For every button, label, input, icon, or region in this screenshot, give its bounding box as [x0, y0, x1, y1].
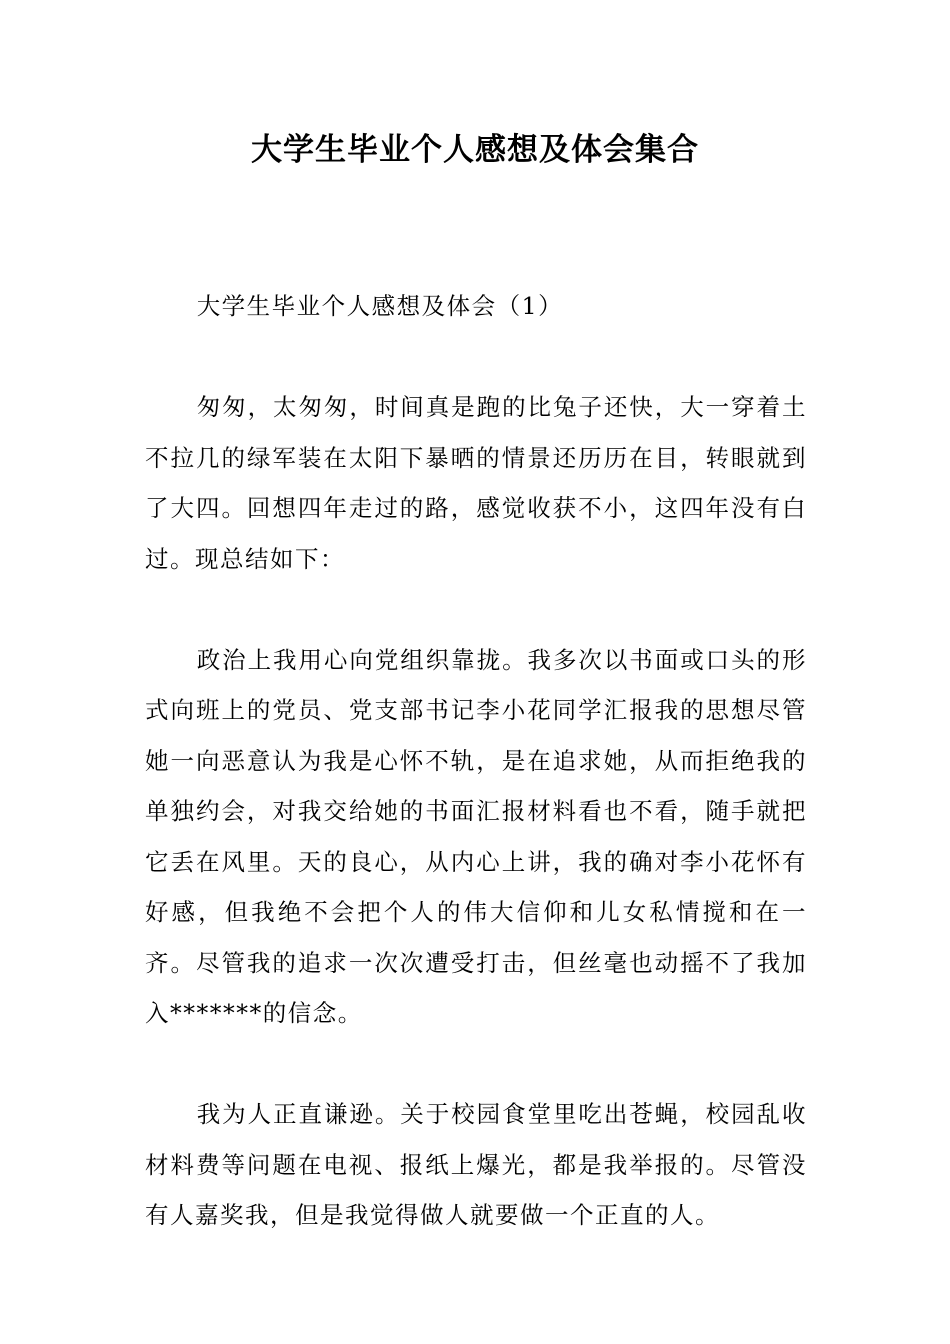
paragraph: 匆匆，太匆匆，时间真是跑的比兔子还快，大一穿着土不拉几的绿军装在太阳下暴晒的情景还历历在目，转眼就到了大四。回想四年走过的路，感觉收获不小，这四年没有白过。现总结如下：: [145, 393, 807, 573]
paragraph: 政治上我用心向党组织靠拢。我多次以书面或口头的形式向班上的党员、党支部书记李小花同学汇报我的思想尽管她一向恶意认为我是心怀不轨，是在追求她，从而拒绝我的单独约会，对我交给她的书面汇报材料看也不看，随手就把它丢在风里。天的良心，从内心上讲，我的确对李小花怀有好感，但我绝不会把个人的伟大信仰和儿女私情搅和在一齐。尽管我的追求一次次遭受打击，但丝毫也动摇不了我加入*******的信念。: [145, 645, 807, 1027]
document-body: [145, 281, 807, 1291]
document-title: 大学生毕业个人感想及体会集合: [251, 132, 699, 168]
section-heading: 大学生毕业个人感想及体会（1）: [196, 292, 564, 320]
paragraph: 我为人正直谦逊。关于校园食堂里吃出苍蝇，校园乱收材料费等问题在电视、报纸上爆光，都是我举报的。尽管没有人嘉奖我，但是我觉得做人就要做一个正直的人。: [145, 1100, 807, 1229]
